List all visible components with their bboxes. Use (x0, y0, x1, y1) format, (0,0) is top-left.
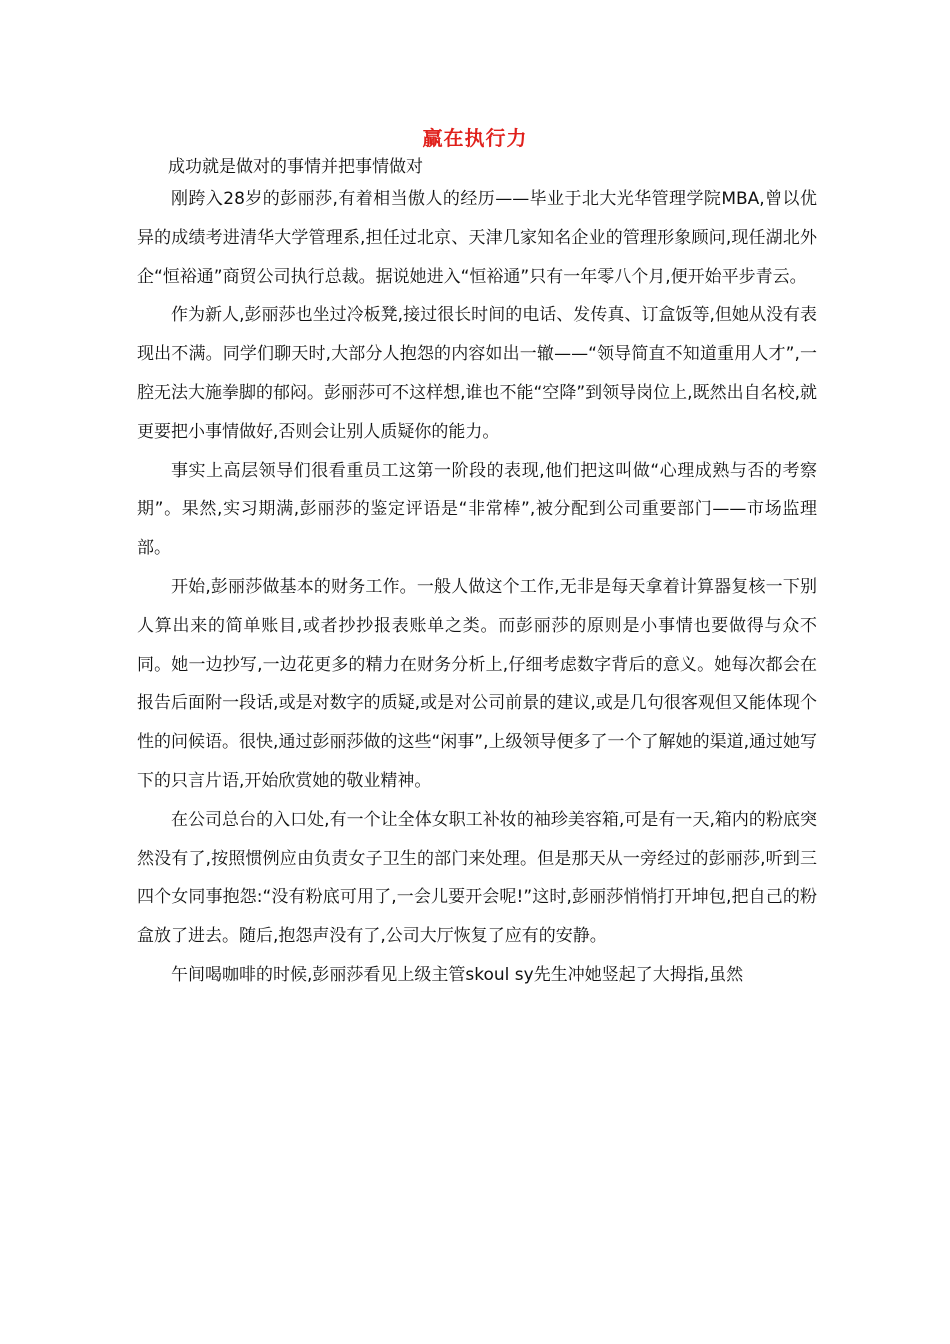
paragraph-4: 开始,彭丽莎做基本的财务工作。一般人做这个工作,无非是每天拿着计算器复核一下别人算出来的简单账目,或者抄抄报表账单之类。而彭丽莎的原则是小事情也要做得与众不同。她一边抄写,一边花更多的精力在财务分析上,仔细考虑数字背后的意义。她每次都会在报告后面附一段话,或是对数字的质疑,或是对公司前景的建议,或是几句很客观但又能体现个性的问候语。很快,通过彭丽莎做的这些“闲事”,上级领导便多了一个了解她的渠道,通过她写下的只言片语,开始欣赏她的敬业精神。 (137, 576, 817, 791)
paragraph-3: 事实上高层领导们很看重员工这第一阶段的表现,他们把这叫做“心理成熟与否的考察期”。果然,实习期满,彭丽莎的鉴定评语是“非常棒”,被分配到公司重要部门——市场监理部。 (137, 460, 817, 559)
document-body (137, 180, 817, 995)
paragraph-2: 作为新人,彭丽莎也坐过冷板凳,接过很长时间的电话、发传真、订盒饭等,但她从没有表现出不满。同学们聊天时,大部分人抱怨的内容如出一辙——“领导简直不知道重用人才”,一腔无法大施拳脚的郁闷。彭丽莎可不这样想,谁也不能“空降”到领导岗位上,既然出自名校,就更要把小事情做好,否则会让别人质疑你的能力。 (137, 305, 817, 442)
paragraph-5: 在公司总台的入口处,有一个让全体女职工补妆的袖珍美容箱,可是有一天,箱内的粉底突然没有了,按照惯例应由负责女子卫生的部门来处理。但是那天从一旁经过的彭丽莎,听到三四个女同事抱怨:“没有粉底可用了,一会儿要开会呢!”这时,彭丽莎悄悄打开坤包,把自己的粉盒放了进去。随后,抱怨声没有了,公司大厅恢复了应有的安静。 (137, 809, 817, 947)
document-title: 赢在执行力 (422, 126, 528, 150)
paragraph-1: 刚跨入28岁的彭丽莎,有着相当傲人的经历——毕业于北大光华管理学院MBA,曾以优异的成绩考进清华大学管理系,担任过北京、天津几家知名企业的管理形象顾问,现任湖北外企“恒裕通”商贸公司执行总裁。据说她进入“恒裕通”只有一年零八个月,便开始平步青云。 (137, 189, 817, 287)
paragraph-6: 午间喝咖啡的时候,彭丽莎看见上级主管skoul sy先生冲她竖起了大拇指,虽然 (171, 964, 744, 985)
document-subtitle: 成功就是做对的事情并把事情做对 (168, 157, 423, 177)
